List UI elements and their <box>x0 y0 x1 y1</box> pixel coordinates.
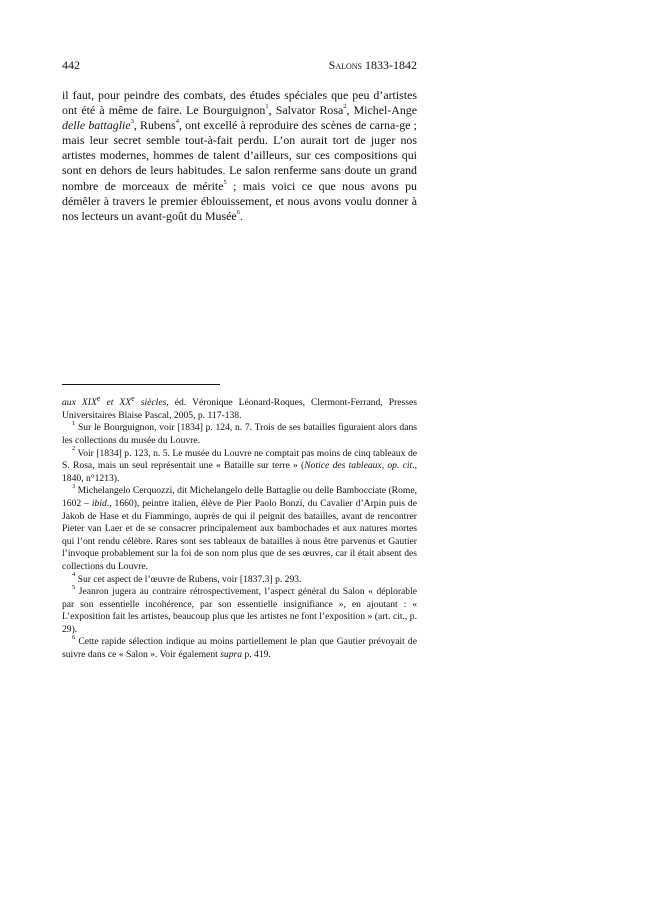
footnote-number-5: 5 <box>72 583 76 591</box>
footnote-3 <box>62 485 417 573</box>
fn-cont-italic-1: aux XIX <box>62 397 97 409</box>
footnote-text-2c: ., 1840, n°1213). <box>62 460 418 484</box>
fn-cont-italic-2: et XX <box>100 397 132 409</box>
main-paragraph <box>62 88 417 224</box>
body-text-6: ; mais voici ce que nous avons pu démêler à travers le premier éblouissement, et nous avons voulu donner à nos lecteurs un avant-goût du Musée <box>62 178 417 223</box>
footnote-2 <box>62 445 418 486</box>
page-content <box>62 58 417 224</box>
fn-cont-text: , éd. Véronique Léonard-Roques, Clermont-Ferrand, Presses Universitaires Blaise Pascal, 2005, p. 117-138. <box>62 397 417 421</box>
footnote-ref-3[interactable]: 3 <box>130 118 134 126</box>
running-title: Salons 1833-1842 <box>328 58 417 72</box>
footnote-ref-2[interactable]: 2 <box>343 103 347 111</box>
footnote-italic-6: supra <box>220 649 243 661</box>
footnote-number-4: 4 <box>72 571 76 579</box>
footnote-text-4: Sur cet aspect de l’œuvre de Rubens, voir [1837.3] p. 293. <box>75 573 302 585</box>
footnote-text-2b: , <box>381 460 388 472</box>
footnote-ref-4[interactable]: 4 <box>175 118 179 126</box>
footnote-text-6b: p. 419. <box>242 649 271 661</box>
footnote-text-3a: Michelangelo Cerquozzi, dit Michelangelo delle Battaglie ou delle Bambocciate (Rome, 1602 – <box>62 485 417 509</box>
page-number: 442 <box>62 58 80 72</box>
footnote-separator <box>62 384 220 385</box>
footnote-ref-5[interactable]: 5 <box>223 178 227 186</box>
fn-cont-sup-2: e <box>131 394 135 403</box>
footnote-1 <box>62 422 417 447</box>
body-text-7: . <box>239 208 243 223</box>
footnotes-section <box>62 393 417 662</box>
body-italic-delle-battaglie: delle battaglie <box>62 118 131 133</box>
body-text-3: , Michel-Ange <box>346 103 417 118</box>
footnote-text-3b: ., 1660), peintre italien, élève de Pier Paolo Bonzi, du Cavalier d’Arpin puis de Jakob de Hase et du Fiammingo, auprès de qui il peignit des batailles, avant de rencontrer Pieter van Laer et de se consacrer principalement aux bambochades et aux natures mortes qui l’ont rendu célèbre. Rares sont ses tableaux de batailles à nous être parvenus et Gautier l’invoque probablement sur la foi de son nom plus que de ses œuvres, car il était absent des collections du Louvre. <box>62 497 417 572</box>
fn-cont-italic-3: siècles <box>134 397 167 409</box>
footnote-4 <box>62 571 417 587</box>
footnote-number-1: 1 <box>72 420 76 428</box>
footnote-number-6: 6 <box>72 634 76 642</box>
body-text-4: , Rubens <box>133 118 176 133</box>
footnote-ref-6[interactable]: 6 <box>236 208 240 216</box>
footnote-italic-2a: Notice des tableaux <box>304 460 382 472</box>
footnote-italic-2b: op. cit <box>387 460 413 472</box>
footnote-text-2a: Voir [1834] p. 123, n. 5. Le musée du Louvre ne comptait pas moins de cinq tableaux de S. Rosa, mais un seul représentait une « Bataille sur terre » ( <box>62 447 417 472</box>
footnote-italic-3: ibid <box>91 497 107 509</box>
running-head <box>62 58 417 74</box>
body-text-5: , ont excellé à reproduire des scènes de carna-ge ; mais leur secret semble tout-à-fait perdu. L’on aurait tort de juger nos artistes modernes, hommes de talent d’ailleurs, sur ces compositions qui sont en dehors de leurs habitudes. Le salon renferme sans doute un grand nombre de morceaux de mérite <box>62 118 417 193</box>
footnote-text-1: Sur le Bourguignon, voir [1834] p. 124, n. 7. Trois de ses batailles figuraient alors dans les collections du musée du Louvre. <box>62 422 417 446</box>
footnote-5 <box>62 583 417 636</box>
footnote-continued <box>62 393 417 422</box>
footnote-text-5: Jeanron jugera au contraire rétrospectivement, l’aspect général du Salon « déplorable par son essentielle incohérence, par son essentielle insignifiance », en ajoutant : « L’exposition fait les artistes, beaucoup plus que les artistes ne font l’exposition » (art. cit., p. 29). <box>62 586 417 635</box>
footnote-text-6a: Cette rapide sélection indique au moins partiellement le plan que Gautier prévoyait de suivre dans ce « Salon ». Voir également <box>62 636 417 661</box>
body-text-2: , Salvator Rosa <box>268 103 344 118</box>
footnote-number-2: 2 <box>72 445 76 453</box>
footnote-number-3: 3 <box>72 483 76 491</box>
footnote-6 <box>62 636 417 661</box>
body-text-1: il faut, pour peindre des combats, des études spéciales que peu d’artistes ont été à même de faire. Le Bourguignon <box>62 88 417 118</box>
fn-cont-sup-1: e <box>96 394 101 403</box>
footnote-ref-1[interactable]: 1 <box>265 103 269 111</box>
